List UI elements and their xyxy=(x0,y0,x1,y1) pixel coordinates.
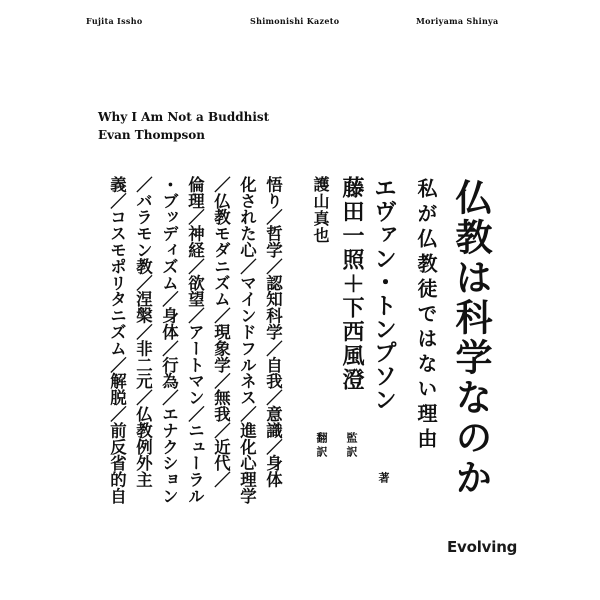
supervisor-names: 藤田一照＋下西風澄 xyxy=(339,176,365,392)
english-author: Evan Thompson xyxy=(98,128,206,142)
author-role: 著 xyxy=(377,472,390,483)
keyword-column: ／バラモン教／涅槃／非二元／仏教例外主 xyxy=(133,176,153,488)
publisher-logo: Evolving xyxy=(447,538,518,556)
translator-name: 護山真也 xyxy=(311,176,330,244)
translator-name-fujita: Fujita Issho xyxy=(86,16,143,26)
keyword-column: 義／コスモポリタニズム／解脱／前反省的自 xyxy=(107,176,127,504)
author-name: エヴァン・トンプソン xyxy=(370,176,397,411)
keyword-column: ・ブッディズム／身体／行為／エナクション xyxy=(159,176,179,504)
keyword-column: ／仏教モダニズム／現象学／無我／近代／ xyxy=(211,176,231,488)
keyword-column: 倫理／神経／欲望／アートマン／ニューラル xyxy=(185,176,205,504)
translator-role: 翻訳 xyxy=(315,432,328,460)
translator-name-moriyama: Moriyama Shinya xyxy=(416,16,499,26)
keyword-column: 化された心／マインドフルネス／進化心理学 xyxy=(237,176,257,504)
supervisor-role: 監訳 xyxy=(345,432,358,460)
keyword-column: 悟り／哲学／認知科学／自我／意識／身体 xyxy=(263,176,283,488)
translator-name-shimonishi: Shimonishi Kazeto xyxy=(250,16,340,26)
english-title: Why I Am Not a Buddhist xyxy=(98,110,270,124)
japanese-title: 仏教は科学なのか xyxy=(449,178,493,498)
japanese-subtitle: 私が仏教徒ではない理由 xyxy=(414,178,438,453)
